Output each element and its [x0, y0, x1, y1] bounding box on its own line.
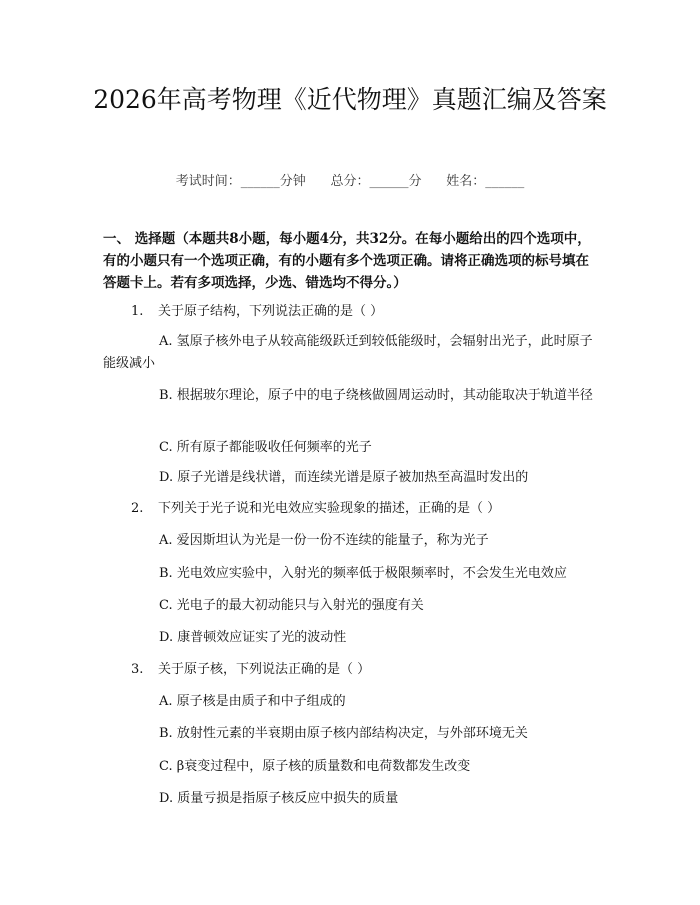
question-1-option-c: C. 所有原子都能吸收任何频率的光子: [159, 440, 372, 455]
question-stem: 关于原子结构，下列说法正确的是（ ）: [158, 304, 384, 319]
question-stem: 关于原子核，下列说法正确的是（ ）: [158, 662, 371, 677]
question-3-option-b: B. 放射性元素的半衰期由原子核内部结构决定，与外部环境无关: [159, 726, 528, 741]
question-number: 1.: [131, 304, 144, 319]
section-heading: 一、 选择题（本题共8小题，每小题4分，共32分。在每小题给出的四个选项中，有的小题只有一个选项正确，有的小题有多个选项正确。请将正确选项的标号填在答题卡上。若有多项选择，少选、错选均不得分。）: [103, 231, 591, 291]
question-1-option-a: A. 氢原子核外电子从较高能级跃迁到较低能级时，会辐射出光子，此时原子能级减小: [103, 334, 593, 371]
document-title: 2026年高考物理《近代物理》真题汇编及答案: [93, 85, 607, 114]
question-number: 3.: [131, 662, 144, 677]
question-3-option-d: D. 质量亏损是指原子核反应中损失的质量: [159, 791, 399, 806]
question-2: [131, 498, 500, 520]
question-3: [131, 659, 370, 681]
question-1-option-b: B. 根据玻尔理论，原子中的电子绕核做圆周运动时，其动能取决于轨道半径: [159, 388, 593, 403]
question-1: [131, 301, 383, 323]
question-2-option-c: C. 光电子的最大初动能只与入射光的强度有关: [159, 598, 424, 613]
question-stem: 下列关于光子说和光电效应实验现象的描述，正确的是（ ）: [158, 501, 501, 516]
question-2-option-a: A. 爱因斯坦认为光是一份一份不连续的能量子，称为光子: [159, 533, 489, 548]
question-1-option-d: D. 原子光谱是线状谱，而连续光谱是原子被加热至高温时发出的: [159, 470, 529, 485]
exam-info-line: 考试时间：______分钟 总分：______分 姓名：______: [175, 174, 525, 189]
question-3-option-a: A. 原子核是由质子和中子组成的: [159, 694, 346, 709]
question-3-option-c: C. β衰变过程中，原子核的质量数和电荷数都发生改变: [159, 759, 471, 774]
question-number: 2.: [131, 501, 144, 516]
question-2-option-b: B. 光电效应实验中，入射光的频率低于极限频率时，不会发生光电效应: [159, 566, 567, 581]
question-2-option-d: D. 康普顿效应证实了光的波动性: [159, 630, 347, 645]
